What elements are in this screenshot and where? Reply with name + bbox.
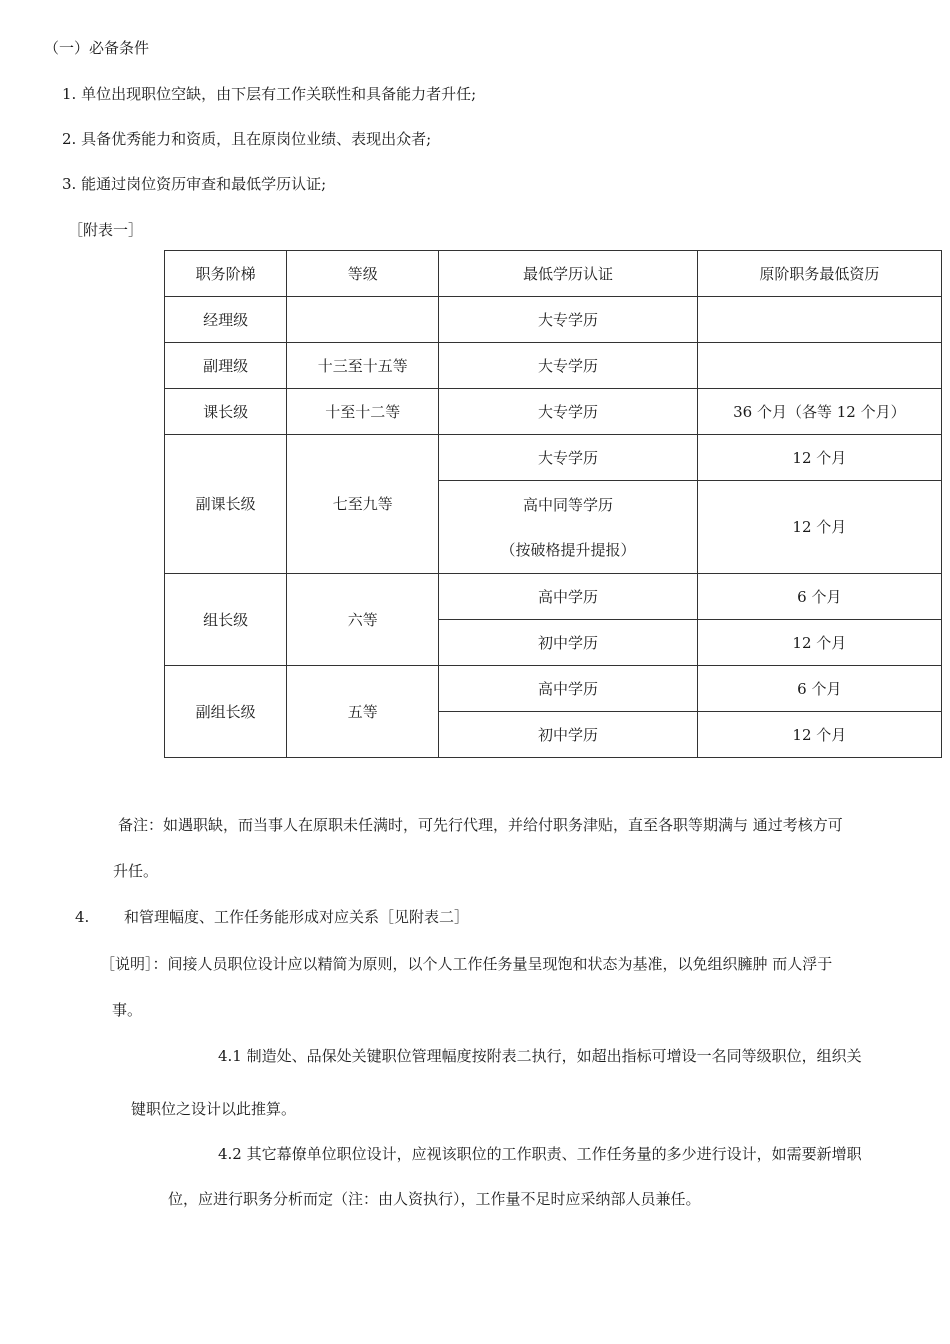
cell-experience: 6 个月 (697, 574, 941, 620)
explanation-line-1: ［说明］：间接人员职位设计应以精简为原则，以个人工作任务量呈现饱和状态为基准，以免组织臃肿 而人浮于 (100, 955, 833, 973)
item-4-text: 和管理幅度、工作任务能形成对应关系［见附表二］ (124, 908, 470, 926)
point-4-1-line-2: 键职位之设计以此推算。 (131, 1100, 297, 1118)
cell-experience (697, 297, 941, 343)
cell-grade: 七至九等 (287, 435, 439, 574)
cell-education: 大专学历 (439, 297, 697, 343)
table-row-team-leader (165, 574, 942, 620)
cell-grade: 六等 (287, 574, 439, 666)
table-caption: ［附表一］ (68, 221, 144, 239)
point-4-2-line-2: 位，应进行职务分析而定（注：由人资执行），工作量不足时应采纳部人员兼任。 (168, 1190, 701, 1208)
header-rank: 职务阶梯 (165, 251, 287, 297)
cell-education: 大专学历 (439, 435, 697, 481)
header-grade: 等级 (287, 251, 439, 297)
qualification-table (164, 250, 942, 758)
condition-item-3: 3. 能通过岗位资历审查和最低学历认证; (62, 175, 327, 193)
cell-education: 高中学历 (439, 574, 697, 620)
table-row-section-chief (165, 389, 942, 435)
note-line-2: 升任。 (113, 862, 159, 880)
cell-education (439, 481, 697, 574)
education-note: （按破格提升提报） (500, 540, 636, 559)
cell-experience: 12 个月 (697, 620, 941, 666)
cell-experience: 6 个月 (697, 666, 941, 712)
cell-experience: 12 个月 (697, 712, 941, 758)
table-header-row (165, 251, 942, 297)
cell-rank: 课长级 (165, 389, 287, 435)
item-4-number: 4. (75, 908, 90, 926)
table-row-deputy-section-chief (165, 435, 942, 481)
condition-item-1: 1. 单位出现职位空缺，由下层有工作关联性和具备能力者升任; (62, 85, 477, 103)
cell-experience: 36 个月（各等 12 个月） (697, 389, 941, 435)
cell-experience: 12 个月 (697, 481, 941, 574)
cell-rank: 副课长级 (165, 435, 287, 574)
table-row-deputy-team-leader (165, 666, 942, 712)
cell-rank: 副理级 (165, 343, 287, 389)
condition-item-2: 2. 具备优秀能力和资质，且在原岗位业绩、表现出众者; (62, 130, 432, 148)
cell-grade: 十三至十五等 (287, 343, 439, 389)
point-4-2-line-1: 4.2 其它幕僚单位职位设计，应视该职位的工作职责、工作任务量的多少进行设计，如需要新增职 (218, 1145, 862, 1163)
cell-education: 初中学历 (439, 620, 697, 666)
cell-rank: 组长级 (165, 574, 287, 666)
cell-grade: 五等 (287, 666, 439, 758)
point-4-1-line-1: 4.1 制造处、品保处关键职位管理幅度按附表二执行，如超出指标可增设一名同等级职位，组织关 (218, 1047, 862, 1065)
cell-education: 大专学历 (439, 389, 697, 435)
table-row-deputy-manager (165, 343, 942, 389)
cell-experience: 12 个月 (697, 435, 941, 481)
explanation-line-2: 事。 (112, 1001, 143, 1019)
cell-education: 初中学历 (439, 712, 697, 758)
header-min-education: 最低学历认证 (439, 251, 697, 297)
cell-grade: 十至十二等 (287, 389, 439, 435)
note-line-1: 备注：如遇职缺，而当事人在原职未任满时，可先行代理，并给付职务津贴，直至各职等期满与 通过考核方可 (118, 816, 843, 834)
cell-experience (697, 343, 941, 389)
header-min-experience: 原阶职务最低资历 (697, 251, 941, 297)
cell-education: 高中学历 (439, 666, 697, 712)
table-row-manager (165, 297, 942, 343)
cell-grade (287, 297, 439, 343)
cell-education: 大专学历 (439, 343, 697, 389)
cell-rank: 副组长级 (165, 666, 287, 758)
section-heading: （一）必备条件 (44, 39, 150, 57)
education-line: 高中同等学历 (523, 495, 614, 514)
cell-rank: 经理级 (165, 297, 287, 343)
